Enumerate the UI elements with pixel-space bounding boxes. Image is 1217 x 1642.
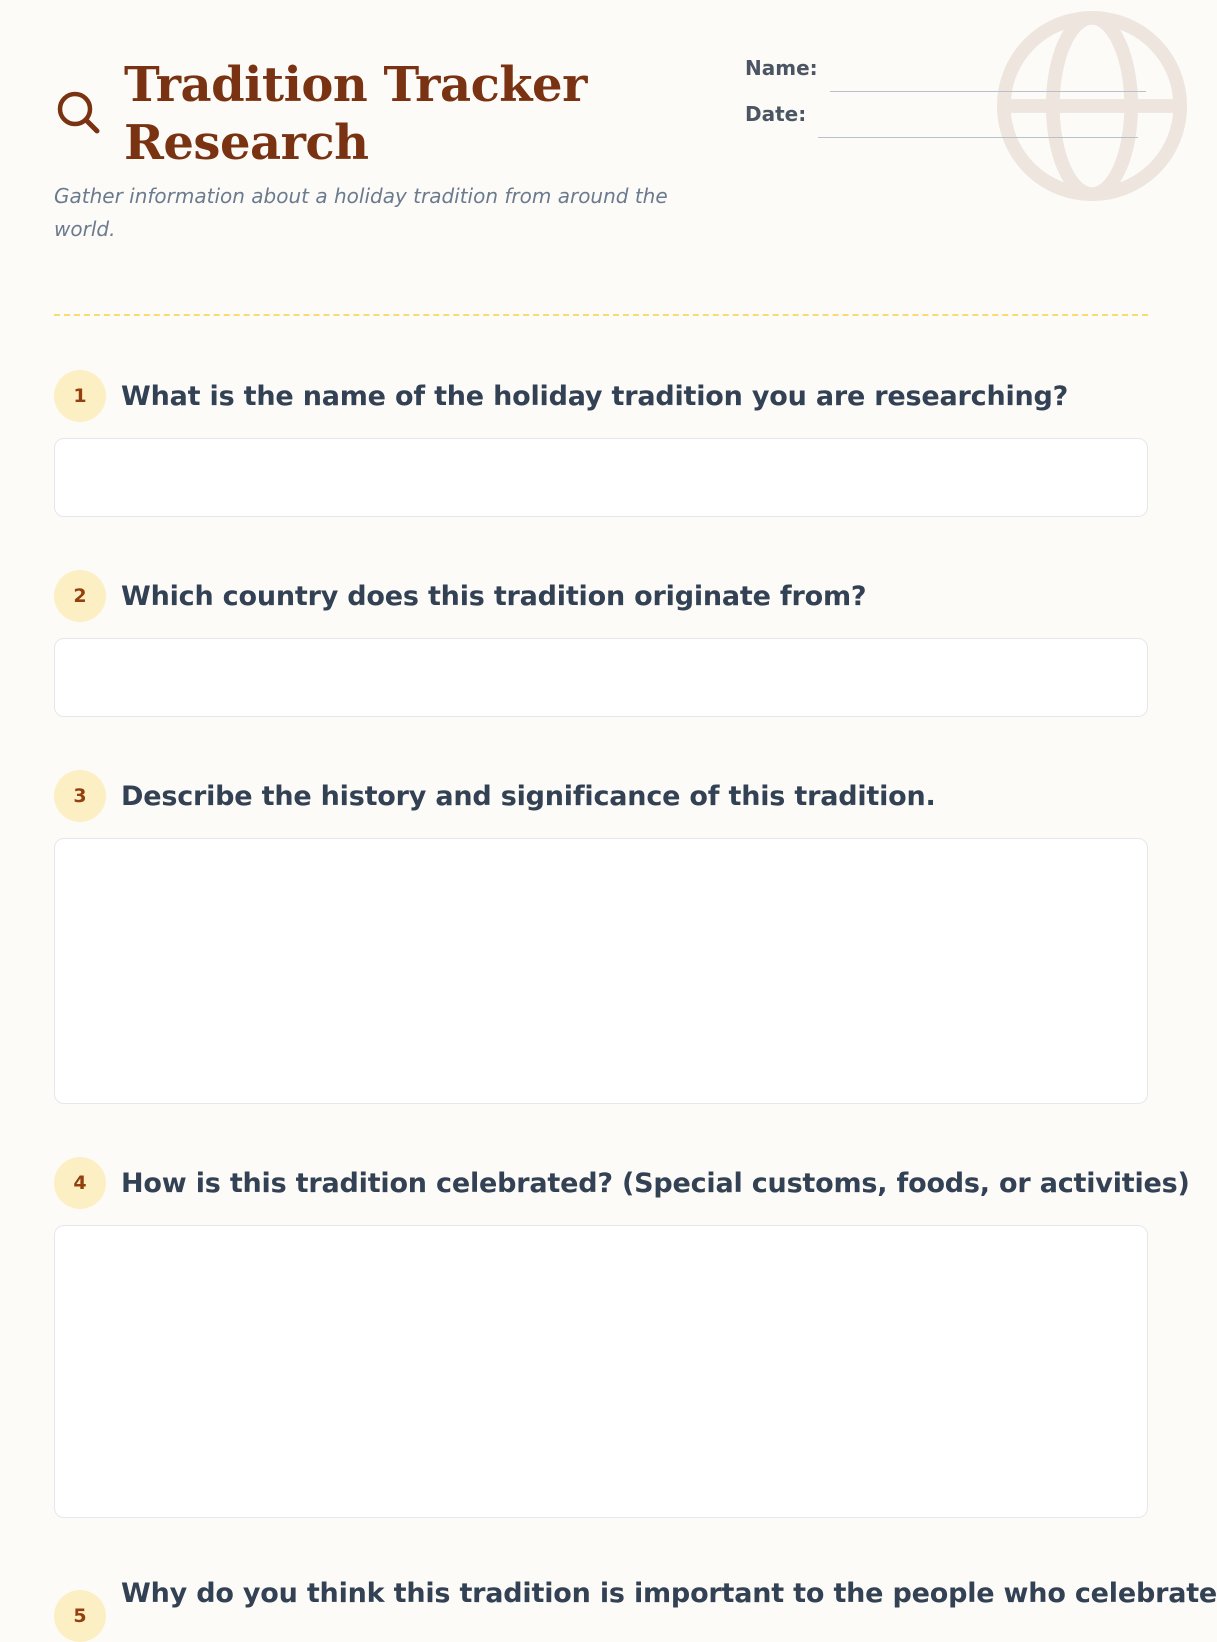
page-subtitle: Gather information about a holiday tradition from around the world. [54, 184, 668, 241]
answer-box-1[interactable] [54, 438, 1148, 517]
search-icon [54, 88, 104, 138]
question-text: Why do you think this tradition is important to the people who celebrate [121, 1578, 1217, 1609]
question-4 [54, 1157, 1190, 1518]
page-title [124, 56, 594, 172]
title-row [54, 56, 594, 172]
name-label: Name: [745, 56, 818, 80]
question-header [54, 1157, 1190, 1209]
question-header [54, 770, 1148, 822]
question-number-badge: 4 [54, 1157, 106, 1209]
question-text: How is this tradition celebrated? (Special customs, foods, or activities) [121, 1167, 1190, 1199]
name-line[interactable] [830, 90, 1146, 92]
question-3 [54, 770, 1148, 1104]
answer-box-2[interactable] [54, 638, 1148, 717]
name-field[interactable] [745, 56, 1146, 80]
answer-box-3[interactable] [54, 838, 1148, 1104]
date-line[interactable] [818, 136, 1138, 138]
question-number-badge: 5 [54, 1590, 106, 1642]
answer-box-4[interactable] [54, 1225, 1148, 1518]
worksheet-header [54, 56, 1144, 256]
question-header [54, 370, 1148, 422]
question-text: Which country does this tradition originate from? [121, 580, 867, 612]
question-2 [54, 570, 1148, 717]
question-number-badge: 3 [54, 770, 106, 822]
question-1 [54, 370, 1148, 517]
title-line-1: Tradition Tracker [124, 57, 587, 113]
date-label: Date: [745, 102, 807, 126]
question-5 [54, 1566, 1217, 1627]
question-header [54, 570, 1148, 622]
question-text: Describe the history and significance of this tradition. [121, 780, 936, 812]
title-line-2: Research [124, 115, 369, 171]
section-divider [54, 314, 1148, 316]
question-number-badge: 2 [54, 570, 106, 622]
question-number-badge: 1 [54, 370, 106, 422]
question-header [54, 1566, 1217, 1627]
question-text: What is the name of the holiday tradition you are researching? [121, 380, 1069, 412]
date-field[interactable] [745, 102, 1138, 126]
